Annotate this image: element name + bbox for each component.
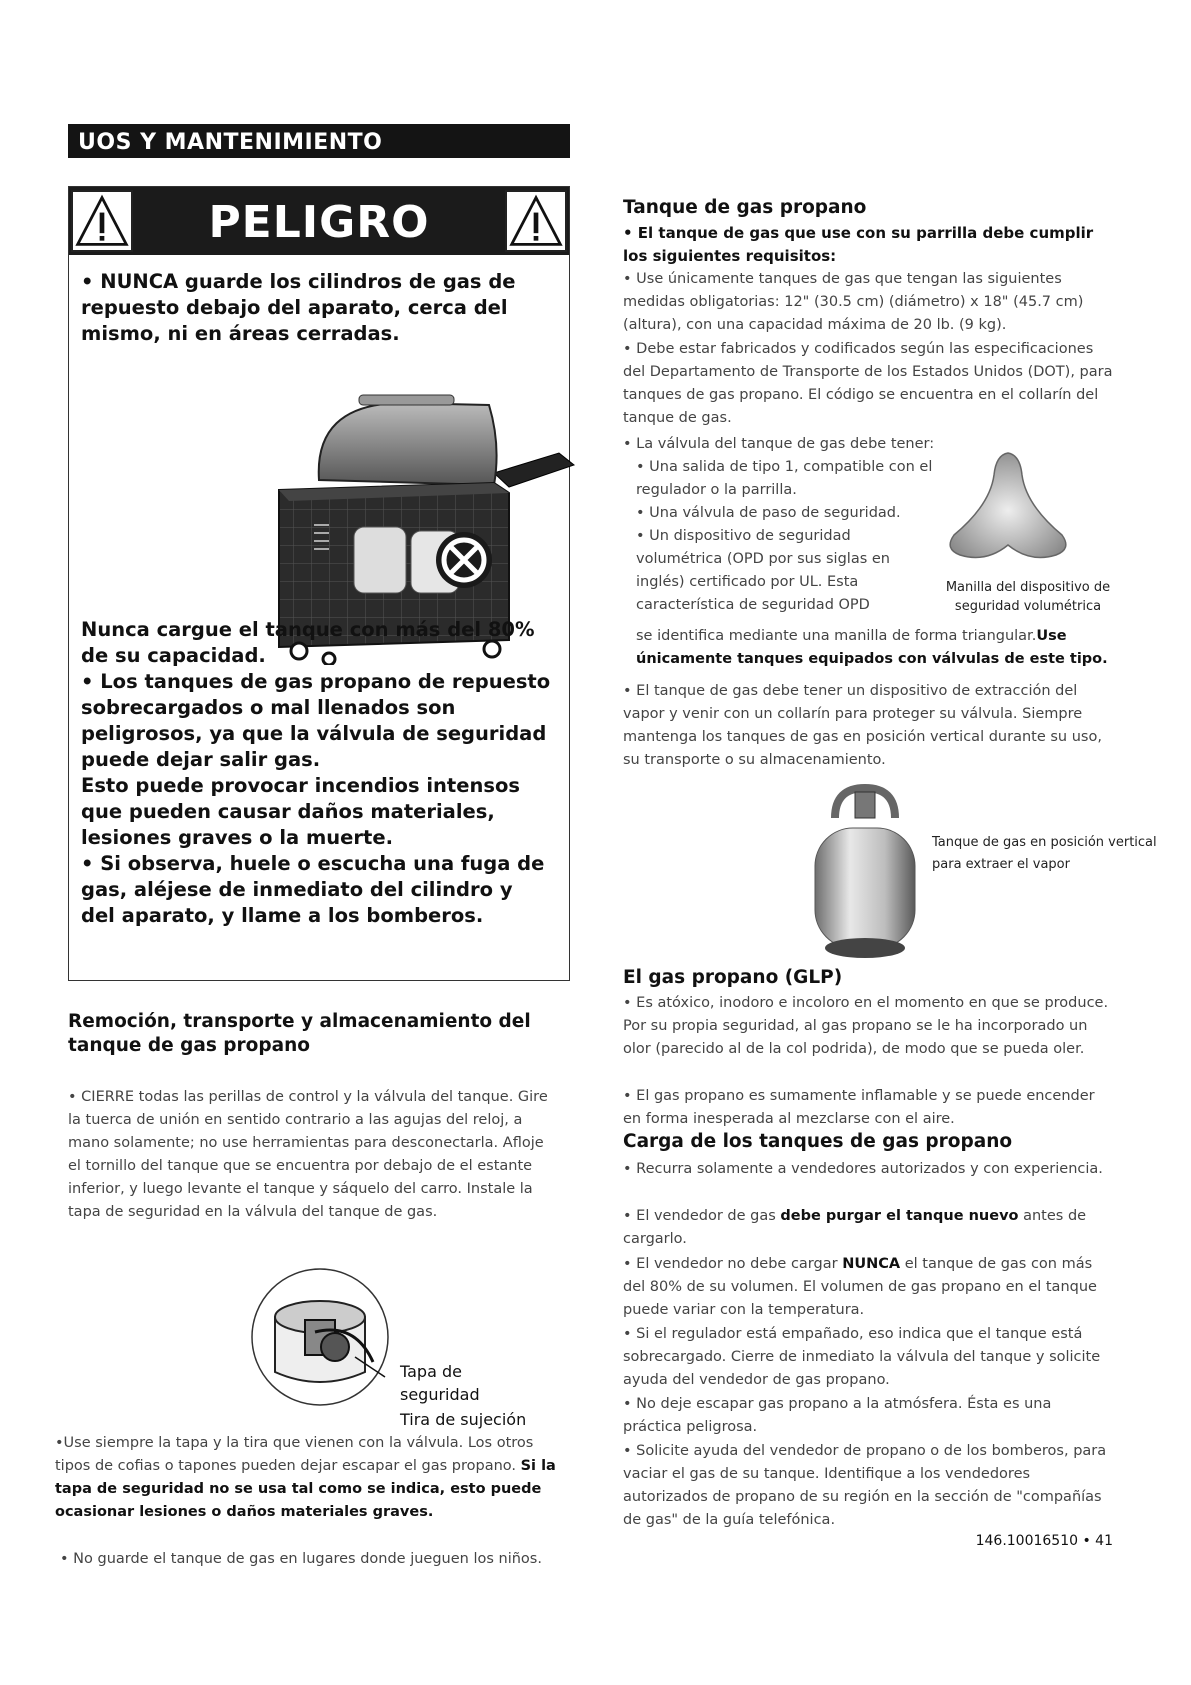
carga-purge-text-end: antes de cargarlo. <box>623 1208 1087 1247</box>
tank-valve-opd: • Un dispositivo de seguridad volumétrica (OPD por sus siglas en inglés) certificado por UL. Esta característica de seguridad OPD <box>636 528 890 613</box>
removal-heading: Remoción, transporte y almacenamiento del tanque de gas propano <box>68 1011 531 1056</box>
tank-requirements-intro: • El tanque de gas que use con su parrilla debe cumplir los siguientes requisitos: <box>623 224 1094 265</box>
danger-box <box>68 186 570 981</box>
cap-usage-text: •Use siempre la tapa y la tira que vienen con la válvula. Los otros tipos de cofias o tapones pueden dejar escapar el gas propano. <box>55 1435 534 1474</box>
warning-triangle-icon <box>71 190 133 252</box>
tank-dimensions: • Use únicamente tanques de gas que tengan las siguientes medidas obligatorias: 12" (30.5 cm) (diámetro) x 18" (45.7 cm) (altura), con una capacidad máxima de 20 lb. (9 kg). <box>623 271 1084 333</box>
tank-heading: Tanque de gas propano <box>623 197 867 218</box>
warning-triangle-icon <box>505 190 567 252</box>
child-storage-note: • No guarde el tanque de gas en lugares donde jueguen los niños. <box>60 1551 542 1567</box>
glp-flammability: • El gas propano es sumamente inflamable y se puede encender en forma inesperada al mezclarse con el aire. <box>623 1088 1095 1127</box>
carga-regulator-fog: • Si el regulador está empañado, eso indica que el tanque está sobrecargado. Cierre de inmediato la válvula del tanque y solicite ayuda del vendedor de gas propano. <box>623 1326 1101 1388</box>
strap-label: Tira de sujeción <box>400 1410 527 1429</box>
tank-dot-spec: • Debe estar fabricados y codificados según las especificaciones del Departamento de Transporte de los Estados Unidos (DOT), para tanques de gas propano. El código se encuentra en el collarín del tanque de gas. <box>623 341 1113 426</box>
tank-valve-shutoff: • Una válvula de paso de seguridad. <box>636 505 901 521</box>
danger-fire-warning: Esto puede provocar incendios intensos que pueden causar daños materiales, lesiones graves o la muerte. <box>81 774 520 849</box>
tank-vapor-collar: • El tanque de gas debe tener un dispositivo de extracción del vapor y venir con un collarín para proteger su válvula. Siempre mantenga los tanques de gas en posición vertical durante su uso, su transporte o su almacenamiento. <box>623 683 1102 768</box>
carga-80-emphasis: NUNCA <box>842 1256 901 1272</box>
opd-caption: Manilla del dispositivo de seguridad volumétrica <box>945 580 1111 614</box>
removal-instructions: • CIERRE todas las perillas de control y la válvula del tanque. Gire la tuerca de unión en sentido contrario a las agujas del reloj, a mano solamente; no use herramientas para desconectarla. Afloje el tornillo del tanque que se encuentra por debajo de el estante inferior, y luego levante el tanque y sáquelo del carro. Instale la tapa de seguridad en la válvula del tanque de gas. <box>68 1089 548 1220</box>
carga-purge-text: • El vendedor de gas <box>623 1208 781 1224</box>
carga-purge <box>623 1205 1113 1251</box>
page-number: 146.10016510 • 41 <box>975 1533 1113 1549</box>
safety-cap-illustration <box>245 1262 395 1412</box>
tank-opd-text: se identifica mediante una manilla de forma triangular. <box>636 628 1037 644</box>
tank-valve-intro: • La válvula del tanque de gas debe tener: <box>623 436 935 452</box>
danger-warning-storage: • NUNCA guarde los cilindros de gas de repuesto debajo del aparato, cerca del mismo, ni en áreas cerradas. <box>81 270 516 345</box>
propane-tank-illustration <box>805 778 925 963</box>
carga-80-text-end: el tanque de gas con más del 80% de su volumen. El volumen de gas propano en el tanque puede variar con la temperatura. <box>623 1256 1097 1318</box>
tank-valve-outlet: • Una salida de tipo 1, compatible con el regulador o la parrilla. <box>636 459 933 498</box>
tank-opd-identification <box>636 625 1116 671</box>
section-header: UOS Y MANTENIMIENTO <box>68 124 570 158</box>
tank-caption: Tanque de gas en posición vertical para extraer el vapor <box>932 835 1157 872</box>
cap-usage-note <box>55 1432 565 1524</box>
carga-emptying: • Solicite ayuda del vendedor de propano o de los bomberos, para vaciar el gas de su tanque. Identifique a los vendedores autorizados de propano de su región en la sección de "compañías de gas" de la guía telefónica. <box>623 1443 1107 1528</box>
cap-usage-warning: Si la tapa de seguridad no se usa tal como se indica, esto puede ocasionar lesiones o daños materiales graves. <box>55 1458 556 1520</box>
carga-80-percent <box>623 1253 1113 1322</box>
carga-80-text: • El vendedor no debe cargar <box>623 1256 843 1272</box>
carga-authorized: • Recurra solamente a vendedores autorizados y con experiencia. <box>623 1161 1103 1177</box>
danger-title: PELIGRO <box>208 197 430 248</box>
danger-overfill-warning: • Los tanques de gas propano de repuesto sobrecargados o mal llenados son peligrosos, ya que la válvula de seguridad puede dejar salir gas. <box>81 670 551 771</box>
danger-banner <box>69 187 569 255</box>
glp-heading: El gas propano (GLP) <box>623 967 843 988</box>
glp-properties: • Es atóxico, inodoro e incoloro en el momento en que se produce. Por su propia seguridad, al gas propano se le ha incorporado un olor (parecido al de la col podrida), de modo que se pueda oler. <box>623 995 1109 1057</box>
tank-opd-warning: Use únicamente tanques equipados con válvulas de este tipo. <box>636 628 1108 667</box>
danger-fill-limit: Nunca cargue el tanque con más del 80% de su capacidad. <box>81 618 535 667</box>
opd-handle-illustration <box>938 445 1078 575</box>
carga-purge-emphasis: debe purgar el tanque nuevo <box>780 1208 1019 1224</box>
danger-leak-warning: • Si observa, huele o escucha una fuga de gas, aléjese de inmediato del cilindro y del aparato, y llame a los bomberos. <box>81 852 545 927</box>
carga-heading: Carga de los tanques de gas propano <box>623 1131 1013 1152</box>
safety-cap-label: Tapa de seguridad <box>400 1362 480 1404</box>
carga-no-venting: • No deje escapar gas propano a la atmósfera. Ésta es una práctica peligrosa. <box>623 1396 1052 1435</box>
